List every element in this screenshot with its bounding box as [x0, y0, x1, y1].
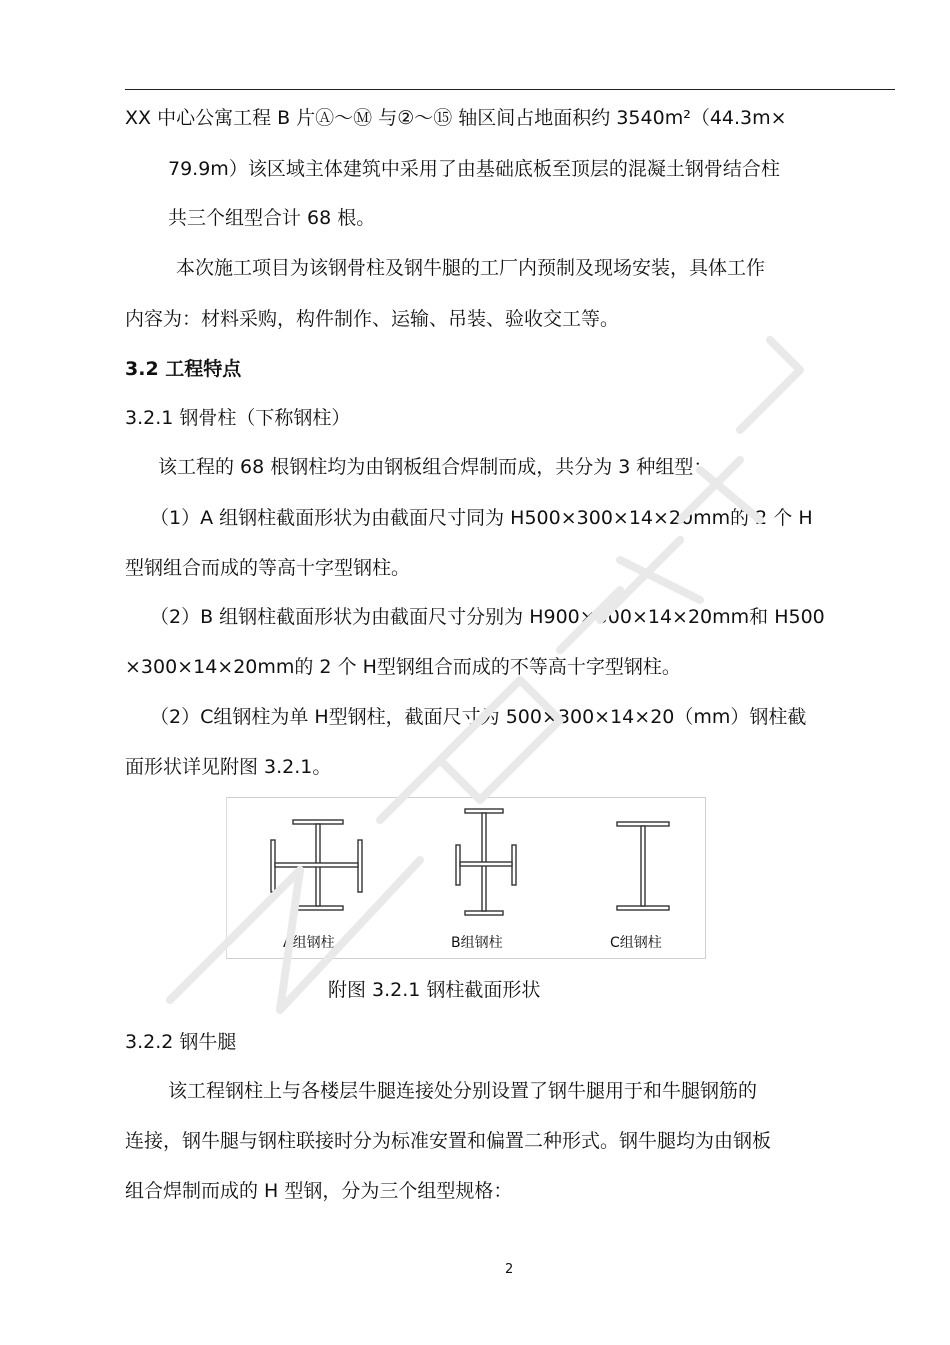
- section-heading-3-2-2: 3.2.2 钢牛腿: [125, 1031, 237, 1053]
- section-heading-3-2-1: 3.2.1 钢骨柱（下称钢柱）: [125, 407, 351, 429]
- paragraph-7-line-2: 连接，钢牛腿与钢柱联接时分为标准安置和偏置二种形式。钢牛腿均为由钢板: [125, 1130, 772, 1152]
- section-b-drawing: [456, 809, 516, 915]
- paragraph-1-line-2: 79.9m）该区域主体建筑中采用了由基础底板至顶层的混凝土钢骨结合柱: [168, 158, 780, 180]
- paragraph-4-line-1: （1）A 组钢柱截面形状为由截面尺寸同为 H500×300×14×20mm的 2 个 H: [150, 507, 813, 529]
- paragraph-6-line-1: （2）C组钢柱为单 H型钢柱，截面尺寸为 500×300×14×20（mm）钢柱截: [150, 706, 807, 728]
- paragraph-5-line-1: （2）B 组钢柱截面形状为由截面尺寸分别为 H900×300×14×20mm和 H500: [150, 606, 825, 628]
- section-c-drawing: [617, 822, 669, 910]
- figure-label-b: B组钢柱: [451, 935, 503, 951]
- paragraph-2-line-2: 内容为：材料采购，构件制作、运输、吊装、验收交工等。: [125, 308, 620, 330]
- paragraph-7-line-3: 组合焊制而成的 H 型钢，分为三个组型规格：: [125, 1180, 513, 1202]
- figure-caption: 附图 3.2.1 钢柱截面形状: [328, 979, 541, 1001]
- header-rule: [125, 89, 895, 90]
- figure-label-c: C组钢柱: [610, 935, 662, 951]
- paragraph-3: 该工程的 68 根钢柱均为由钢板组合焊制而成，共分为 3 种组型：: [158, 456, 713, 478]
- page-number: 2: [505, 1262, 514, 1277]
- section-a-drawing: [271, 820, 362, 910]
- paragraph-7-line-1: 该工程钢柱上与各楼层牛腿连接处分别设置了钢牛腿用于和牛腿钢筋的: [168, 1080, 758, 1102]
- figure-steel-column-sections: [226, 797, 706, 959]
- paragraph-5-line-2: ×300×14×20mm的 2 个 H型钢组合而成的不等高十字型钢柱。: [125, 656, 681, 678]
- section-heading-3-2: 3.2 工程特点: [125, 358, 242, 380]
- figure-label-a: A组钢柱: [283, 935, 335, 951]
- paragraph-1-line-1: XX 中心公寓工程 B 片Ⓐ～Ⓜ 与②～⑮ 轴区间占地面积约 3540m²（44.3m×: [125, 107, 787, 129]
- paragraph-6-line-2: 面形状详见附图 3.2.1。: [125, 756, 332, 778]
- paragraph-2-line-1: 本次施工项目为该钢骨柱及钢牛腿的工厂内预制及现场安装，具体工作: [176, 257, 766, 279]
- paragraph-1-line-3: 共三个组型合计 68 根。: [168, 207, 376, 229]
- paragraph-4-line-2: 型钢组合而成的等高十字型钢柱。: [125, 557, 411, 579]
